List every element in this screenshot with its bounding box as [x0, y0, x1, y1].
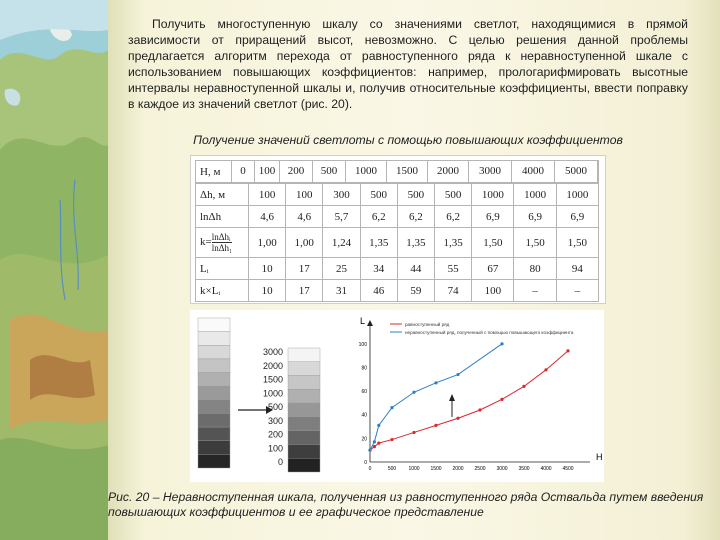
table-cell: 1,50: [556, 228, 598, 258]
table-cell: 6,9: [472, 206, 514, 228]
table-cell: 6,2: [360, 206, 397, 228]
table-cell: 1,50: [472, 228, 514, 258]
table-cell: 6,9: [556, 206, 598, 228]
scale-label: 3000: [262, 347, 283, 357]
map-background: [0, 0, 108, 540]
row-label: k×Lᵢ: [196, 280, 249, 302]
x-tick-label: 3500: [518, 466, 530, 472]
data-point: [434, 381, 437, 384]
row-label: H, м: [196, 161, 232, 183]
gray-step-right: [288, 444, 320, 458]
table-cell: 4,6: [249, 206, 286, 228]
data-point: [434, 424, 437, 427]
series-line: [370, 351, 568, 450]
k-label: k=: [200, 236, 212, 249]
table-row: [196, 161, 599, 183]
table-cell: 94: [556, 258, 598, 280]
y-tick-label: 20: [361, 436, 367, 443]
y-tick-label: 0: [364, 460, 367, 466]
table-caption: Получение значений светлоты с помощью повышающих коэффициентов: [193, 133, 623, 147]
gray-step-left: [198, 454, 230, 468]
data-table-body: [195, 183, 599, 302]
legend-entry: неравноступенный ряд, полученный с помощью повышающего коэффициента: [405, 330, 574, 335]
gray-step-right: [288, 417, 320, 431]
data-point: [377, 441, 380, 444]
y-tick-label: 60: [361, 389, 367, 396]
scale-label: 1000: [262, 388, 283, 399]
table-cell: [232, 161, 599, 183]
gray-step-left: [198, 413, 230, 427]
y-tick-label: 40: [361, 412, 367, 419]
table-cell: –: [556, 280, 598, 302]
table-cell: 44: [397, 258, 434, 280]
data-point: [500, 342, 503, 345]
scale-label: 0: [277, 457, 283, 468]
figure-panel: [190, 310, 604, 482]
data-point: [412, 431, 415, 434]
scale-label: 200: [267, 429, 283, 440]
data-point: [456, 417, 459, 420]
table-cell: 4,6: [286, 206, 323, 228]
table-cell: 10: [249, 280, 286, 302]
x-axis-label: H: [596, 452, 603, 462]
annotation-arrow-head: [449, 394, 455, 401]
table-cell: 5,7: [323, 206, 360, 228]
data-point: [373, 440, 376, 443]
gray-step-left: [198, 332, 230, 346]
table-cell: 1,35: [360, 228, 397, 258]
table-row: [196, 280, 599, 302]
gray-step-right: [288, 376, 320, 390]
h-value: 0: [232, 161, 255, 182]
table-cell: 31: [323, 280, 360, 302]
data-point: [412, 391, 415, 394]
table-cell: 6,2: [397, 206, 434, 228]
gray-step-left: [198, 441, 230, 455]
figure-caption: Рис. 20 – Неравноступенная шкала, полученная из равноступенного ряда Оствальда путем введения повышающих коэффициентов и ее графическое представление: [108, 490, 704, 519]
data-table-container: [190, 155, 606, 304]
x-tick-label: 3000: [496, 466, 508, 472]
table-row: [196, 258, 599, 280]
gray-step-left: [198, 345, 230, 359]
gray-step-left: [198, 359, 230, 373]
scale-label: 300: [267, 415, 283, 426]
x-tick-label: 4500: [562, 466, 574, 472]
legend-entry: равноступенный ряд: [405, 322, 450, 327]
table-cell: 1,35: [397, 228, 434, 258]
k-fraction: [212, 232, 232, 253]
scale-label: 500: [267, 402, 283, 413]
table-cell: 1000: [514, 184, 556, 206]
table-cell: 100: [249, 184, 286, 206]
y-tick-label: 100: [358, 341, 367, 348]
scale-label: 2000: [262, 360, 283, 371]
table-cell: 1000: [472, 184, 514, 206]
table-cell: 6,2: [435, 206, 472, 228]
x-tick-label: 2500: [474, 466, 486, 472]
gray-step-left: [198, 386, 230, 400]
h-value: 2000: [428, 161, 469, 182]
table-row: [196, 206, 599, 228]
table-cell: 10: [249, 258, 286, 280]
gray-step-right: [288, 403, 320, 417]
h-value: 3000: [469, 161, 512, 182]
gray-step-left: [198, 318, 230, 332]
h-value: 200: [280, 161, 313, 182]
table-cell: 100: [286, 184, 323, 206]
x-tick-label: 1500: [430, 466, 442, 472]
table-cell: 500: [360, 184, 397, 206]
row-label: [196, 228, 249, 258]
table-cell: 1,00: [249, 228, 286, 258]
table-cell: 1000: [556, 184, 598, 206]
row-label: Δh, м: [196, 184, 249, 206]
scale-label: 100: [267, 443, 283, 454]
data-point: [500, 398, 503, 401]
h-value: 4000: [512, 161, 555, 182]
table-cell: 1,50: [514, 228, 556, 258]
gray-step-right: [288, 431, 320, 445]
x-tick-label: 1000: [408, 466, 420, 472]
table-cell: 500: [435, 184, 472, 206]
gray-step-left: [198, 427, 230, 441]
k-numerator: lnΔhᵢ: [211, 232, 231, 242]
h-value: 1000: [346, 161, 387, 182]
scale-label: 1500: [262, 374, 283, 385]
data-point: [522, 385, 525, 388]
data-point: [390, 438, 393, 441]
table-row: [196, 184, 599, 206]
row-label: Lᵢ: [196, 258, 249, 280]
data-point: [544, 368, 547, 371]
series-line: [370, 344, 502, 450]
table-cell: 59: [397, 280, 434, 302]
data-point: [566, 349, 569, 352]
table-cell: 25: [323, 258, 360, 280]
y-axis-arrow: [367, 320, 373, 326]
table-cell: 1,24: [323, 228, 360, 258]
data-point: [377, 424, 380, 427]
table-cell: 17: [286, 280, 323, 302]
x-tick-label: 500: [387, 466, 397, 472]
x-tick-label: 2000: [452, 466, 464, 472]
k-denominator: lnΔh₁: [211, 243, 233, 253]
h-values-row: [232, 161, 598, 182]
data-point: [373, 445, 376, 448]
h-value: 500: [313, 161, 346, 182]
gray-step-right: [288, 389, 320, 403]
table-cell: 6,9: [514, 206, 556, 228]
gray-step-right: [288, 348, 320, 362]
y-tick-label: 80: [361, 365, 367, 372]
x-tick-label: 0: [368, 466, 372, 472]
table-cell: 46: [360, 280, 397, 302]
table-cell: 1,00: [286, 228, 323, 258]
gray-step-left: [198, 400, 230, 414]
h-value: 100: [255, 161, 280, 182]
x-tick-label: 4000: [540, 466, 552, 472]
table-cell: 34: [360, 258, 397, 280]
table-cell: 100: [472, 280, 514, 302]
gray-step-right: [288, 458, 320, 472]
table-cell: 67: [472, 258, 514, 280]
table-cell: 1,35: [435, 228, 472, 258]
data-point: [368, 449, 371, 452]
figure-svg: [190, 310, 604, 482]
h-value: 5000: [555, 161, 598, 182]
table-cell: –: [514, 280, 556, 302]
body-paragraph: Получить многоступенную шкалу со значениями светлот, находящимися в прямой зависимости от приращений высот, невозможно. С целью решения данной проблемы предлагается алгоритм перехода от равноступенного ряда к неравноступенной шкале с использованием повышающих коэффициентов: например, прологарифмировать высотные интервалы неравноступенной шкалы и, получив относительные коэффициенты, ввести поправку в каждое из значений светлот (рис. 20).: [128, 17, 688, 111]
data-table: [195, 160, 599, 183]
h-value: 1500: [387, 161, 428, 182]
data-point: [478, 408, 481, 411]
table-cell: 74: [435, 280, 472, 302]
table-cell: 80: [514, 258, 556, 280]
data-point: [456, 373, 459, 376]
table-row: [196, 228, 599, 258]
y-axis-label: L: [360, 316, 366, 326]
gray-step-left: [198, 373, 230, 387]
table-cell: 17: [286, 258, 323, 280]
data-point: [390, 406, 393, 409]
table-cell: 500: [397, 184, 434, 206]
gray-step-right: [288, 362, 320, 376]
table-cell: 55: [435, 258, 472, 280]
table-cell: 300: [323, 184, 360, 206]
row-label: lnΔh: [196, 206, 249, 228]
